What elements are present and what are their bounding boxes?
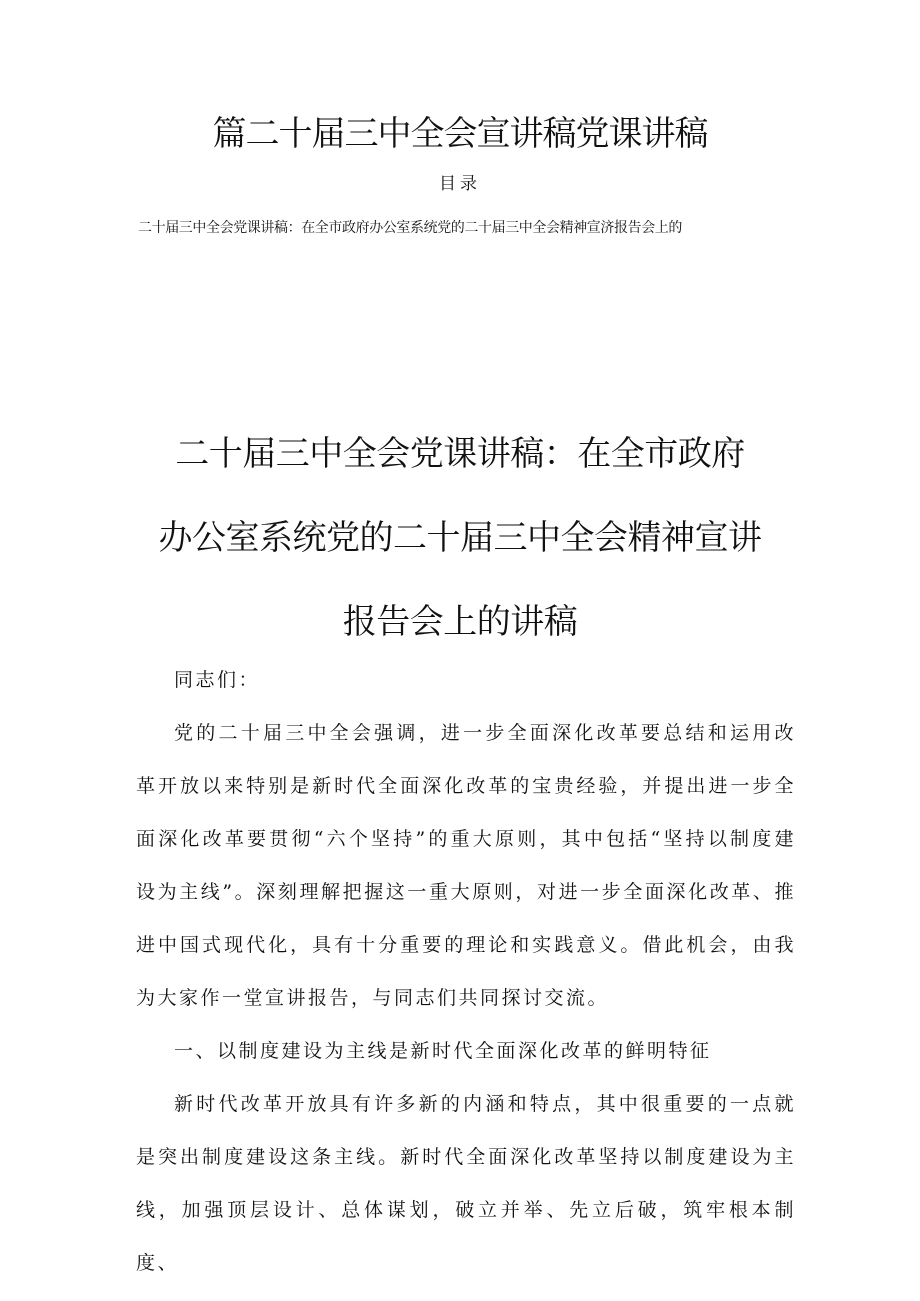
main-title-line: 办公室系统党的二十届三中全会精神宣讲 [158,518,762,558]
salutation: 同志们： [174,669,261,691]
main-title-line: 二十届三中全会党课讲稿：在全市政府 [175,434,745,474]
body-paragraph: 党的二十届三中全会强调，进一步全面深化改革要总结和运用改革开放以来特别是新时代全面深化改革的宝贵经验，并提出进一步全面深化改革要贯彻“六个坚持”的重大原则，其中包括“坚持以制度建设为主线”。深刻理解把握这一重大原则，对进一步全面深化改革、推进中国式现代化，具有十分重要的理论和实践意义。借此机会，由我为大家作一堂宣讲报告，与同志们共同探讨交流。 [136,722,796,1009]
document-title: 篇二十届三中全会宣讲稿党课讲稿 [212,114,708,154]
main-title [0,426,920,678]
main-title-line: 报告会上的讲稿 [342,602,578,642]
section-heading: 一、以制度建设为主线是新时代全面深化改革的鲜明特征 [174,1040,712,1062]
toc-entry[interactable]: 二十届三中全会党课讲稿：在全市政府办公室系统党的二十届三中全会精神宣济报告会上的 [138,220,682,236]
body-paragraph: 新时代改革开放具有许多新的内涵和特点，其中很重要的一点就是突出制度建设这条主线。新时代全面深化改革坚持以制度建设为主线，加强顶层设计、总体谋划，破立并举、先立后破，筑牢根本制度、 [136,1093,796,1274]
body-text [136,654,796,1290]
toc-heading: 目录 [439,174,481,194]
